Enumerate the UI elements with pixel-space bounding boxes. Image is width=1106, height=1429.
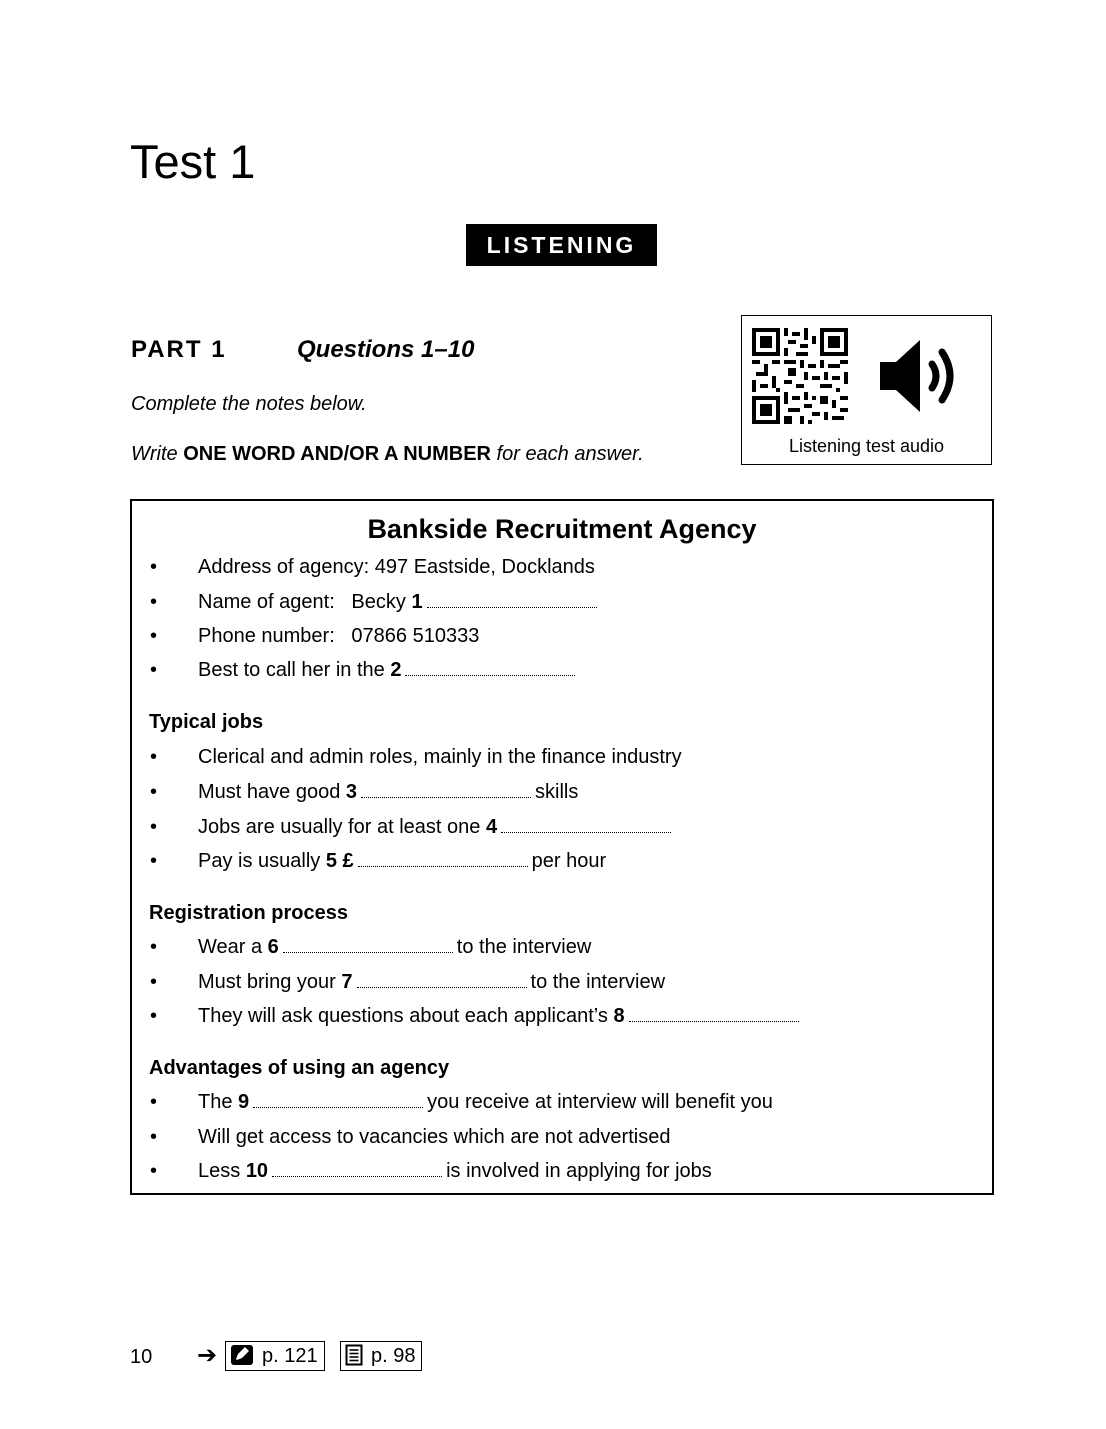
notes-item (198, 848, 606, 874)
bullet-icon: • (150, 625, 158, 647)
notes-item (198, 1089, 773, 1115)
notes-item-text: Address of agency: 497 Eastside, Docklands (198, 556, 595, 578)
answer-blank[interactable] (358, 850, 528, 867)
speaker-icon[interactable] (876, 336, 964, 416)
notes-item (198, 814, 675, 840)
notes-title: Bankside Recruitment Agency (367, 514, 757, 544)
bullet-icon: • (150, 591, 158, 613)
bullet-icon: • (150, 746, 158, 768)
notes-item-text: Must have good (198, 781, 346, 803)
instruction-prefix: Write (131, 443, 184, 465)
section-banner: LISTENING (466, 224, 657, 266)
bullet-icon: • (150, 850, 158, 872)
question-number: 5 £ (325, 850, 354, 872)
qr-code-icon[interactable] (752, 328, 848, 424)
notes-item-text: They will ask questions about each applicant’s (198, 1005, 614, 1027)
question-number: 8 (613, 1005, 625, 1027)
bullet-icon: • (150, 971, 158, 993)
notes-item-text: Phone number: 07866 510333 (198, 625, 480, 647)
notes-item-text-after: to the interview (456, 936, 592, 958)
answer-blank[interactable] (501, 816, 671, 833)
bullet-icon: • (150, 816, 158, 838)
right-arrow-icon: ➔ (197, 1342, 218, 1369)
audio-caption: Listening test audio (788, 436, 945, 456)
notes-item-text-after: per hour (531, 850, 607, 872)
notes-item (198, 969, 665, 995)
notes-item (198, 1003, 803, 1029)
notes-item-text: Jobs are usually for at least one (198, 816, 486, 838)
notes-item-text: Name of agent: Becky (198, 591, 412, 613)
bullet-icon: • (150, 1005, 158, 1027)
pencil-icon (230, 1344, 254, 1366)
bullet-icon: • (150, 1160, 158, 1182)
answers-reference-page: p. 121 (262, 1345, 318, 1367)
page-number: 10 (130, 1346, 153, 1368)
notes-item (198, 623, 479, 649)
notes-item (198, 589, 601, 615)
transcript-reference-page: p. 98 (371, 1345, 416, 1367)
notes-item-text: Must bring your (198, 971, 342, 993)
answer-blank[interactable] (272, 1160, 442, 1177)
instruction-complete-notes: Complete the notes below. (131, 393, 367, 415)
notes-item-text-after: to the interview (530, 971, 666, 993)
answer-blank[interactable] (253, 1091, 423, 1108)
notes-box (130, 499, 994, 1195)
question-number: 2 (390, 659, 402, 681)
transcript-reference-link[interactable] (340, 1341, 422, 1371)
bullet-icon: • (150, 1091, 158, 1113)
instruction-suffix: for each answer. (490, 443, 644, 465)
notes-item-text: Will get access to vacancies which are not advertised (198, 1126, 671, 1148)
answer-blank[interactable] (629, 1005, 799, 1022)
notes-item-text: Pay is usually (198, 850, 326, 872)
bullet-icon: • (150, 781, 158, 803)
notes-section-heading: Advantages of using an agency (149, 1057, 450, 1079)
part-questions: Questions 1–10 (297, 336, 475, 363)
answer-blank[interactable] (405, 659, 575, 676)
question-number: 3 (345, 781, 357, 803)
notes-item-text: Clerical and admin roles, mainly in the finance industry (198, 746, 682, 768)
answer-blank[interactable] (361, 781, 531, 798)
test-title: Test 1 (130, 135, 256, 188)
answer-blank[interactable] (283, 936, 453, 953)
question-number: 10 (245, 1160, 269, 1182)
document-icon (345, 1344, 363, 1366)
notes-item-text-after: skills (535, 781, 579, 803)
notes-item (198, 779, 578, 805)
instruction-word-limit-bold: ONE WORD AND/OR A NUMBER (183, 443, 491, 465)
question-number: 9 (238, 1091, 250, 1113)
notes-item-text-after: you receive at interview will benefit you (427, 1091, 773, 1113)
bullet-icon: • (150, 659, 158, 681)
instruction-word-limit (131, 441, 644, 467)
notes-item-text-after: is involved in applying for jobs (446, 1160, 712, 1182)
notes-item-text: Best to call her in the (198, 659, 391, 681)
bullet-icon: • (150, 936, 158, 958)
notes-item (198, 657, 579, 683)
answer-blank[interactable] (357, 971, 527, 988)
question-number: 7 (341, 971, 353, 993)
notes-section-heading: Typical jobs (149, 711, 264, 733)
part-label: PART 1 (131, 336, 227, 363)
question-number: 4 (485, 816, 498, 838)
notes-section-heading: Registration process (149, 902, 348, 924)
question-number: 6 (267, 936, 279, 958)
answers-reference-link[interactable] (225, 1341, 325, 1371)
question-number: 1 (411, 591, 423, 613)
notes-item (198, 1158, 712, 1184)
answer-blank[interactable] (427, 591, 597, 608)
notes-item-text: The (198, 1091, 239, 1113)
bullet-icon: • (150, 1126, 158, 1148)
audio-box[interactable] (741, 315, 992, 465)
notes-item-text: Less (198, 1160, 246, 1182)
notes-item (198, 554, 595, 580)
notes-item (198, 744, 682, 770)
bullet-icon: • (150, 556, 158, 578)
notes-item (198, 1124, 670, 1150)
notes-item-text: Wear a (198, 936, 268, 958)
notes-item (198, 934, 591, 960)
